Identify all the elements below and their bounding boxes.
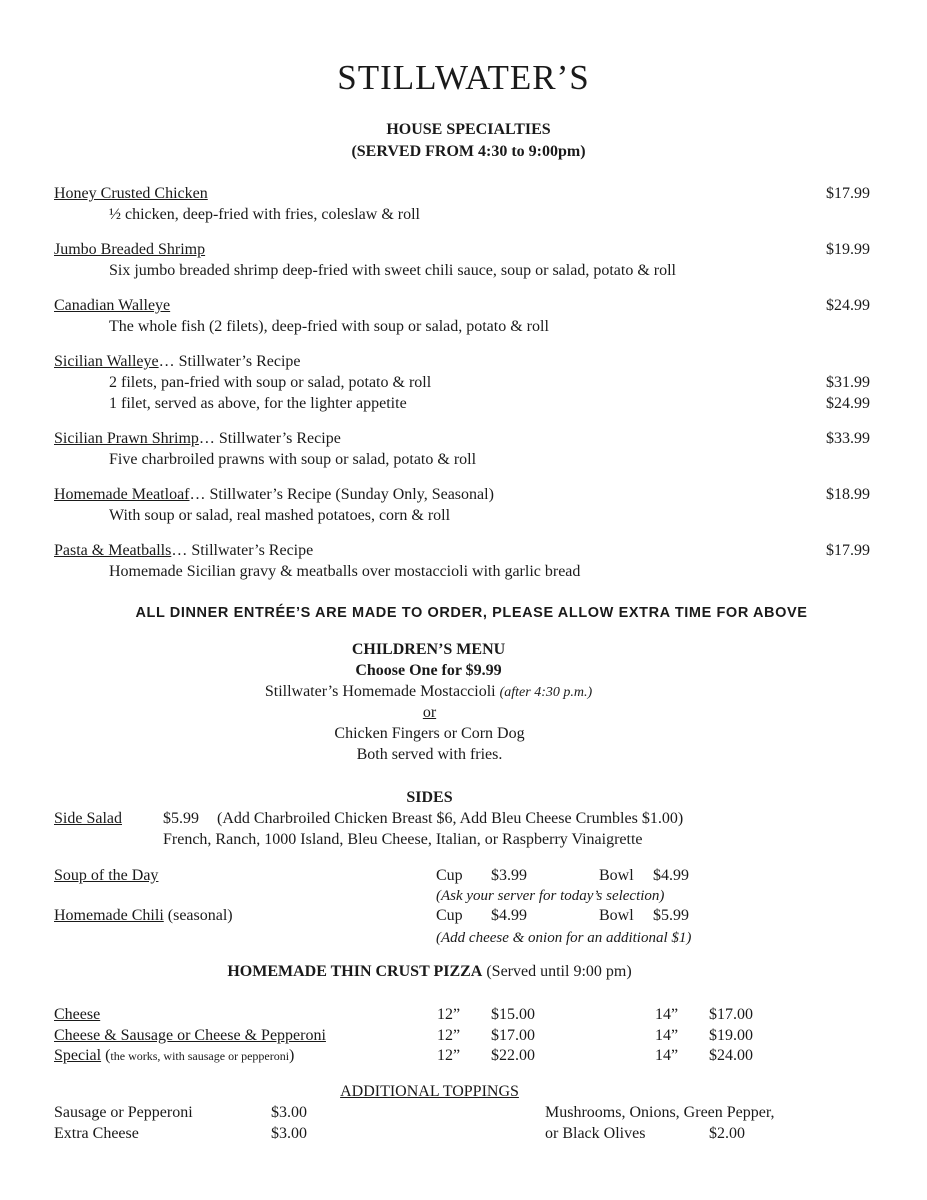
menu-item-name: Pasta & Meatballs… Stillwater’s Recipe xyxy=(54,542,314,559)
chili-bowl-label: Bowl xyxy=(599,907,634,924)
menu-item-price: $18.99 xyxy=(826,486,870,503)
menu-item-name: Canadian Walleye xyxy=(54,297,171,314)
toppings-heading: ADDITIONAL TOPPINGS xyxy=(340,1083,519,1100)
pizza-size: 12” xyxy=(437,1027,461,1044)
side-salad-dressings: French, Ranch, 1000 Island, Bleu Cheese, Italian, or Raspberry Vinaigrette xyxy=(163,831,643,848)
topping-name: Extra Cheese xyxy=(54,1125,139,1142)
specialties-subheading: (SERVED FROM 4:30 to 9:00pm) xyxy=(351,143,586,160)
menu-item-description: 2 filets, pan-fried with soup or salad, potato & roll xyxy=(109,374,432,391)
menu-item-name: Homemade Meatloaf… Stillwater’s Recipe (Sunday Only, Seasonal) xyxy=(54,486,494,503)
menu-item-description: With soup or salad, real mashed potatoes, corn & roll xyxy=(109,507,451,524)
specialties-heading: HOUSE SPECIALTIES xyxy=(386,121,551,138)
children-heading: CHILDREN’S MENU xyxy=(351,641,506,658)
soup-bowl-label: Bowl xyxy=(599,867,634,884)
children-line: Both served with fries. xyxy=(356,746,503,763)
menu-item-name: Sicilian Prawn Shrimp… Stillwater’s Recipe xyxy=(54,430,341,447)
made-to-order-notice: ALL DINNER ENTRÉE’S ARE MADE TO ORDER, PLEASE ALLOW EXTRA TIME FOR ABOVE xyxy=(135,605,808,621)
menu-item-description: Six jumbo breaded shrimp deep-fried with sweet chili sauce, soup or salad, potato & roll xyxy=(109,262,676,279)
pizza-size: 14” xyxy=(655,1027,679,1044)
soup-bowl-price: $4.99 xyxy=(653,867,689,884)
menu-item-price: $19.99 xyxy=(826,241,870,258)
chili-cup-label: Cup xyxy=(436,907,463,924)
soup-cup-label: Cup xyxy=(436,867,463,884)
menu-item-price: $24.99 xyxy=(826,297,870,314)
pizza-price: $22.00 xyxy=(491,1047,535,1064)
pizza-name: Cheese & Sausage or Cheese & Pepperoni xyxy=(54,1027,326,1044)
chili-note: (Add cheese & onion for an additional $1) xyxy=(436,930,692,946)
menu-item-price: $33.99 xyxy=(826,430,870,447)
pizza-size: 12” xyxy=(437,1006,461,1023)
topping-price: $3.00 xyxy=(271,1125,307,1142)
pizza-price: $17.00 xyxy=(709,1006,753,1023)
chili-name: Homemade Chili (seasonal) xyxy=(54,907,233,924)
menu-item-price: $24.99 xyxy=(826,395,870,412)
menu-item-name: Jumbo Breaded Shrimp xyxy=(54,241,206,258)
pizza-price: $17.00 xyxy=(491,1027,535,1044)
menu-item-price: $17.99 xyxy=(826,185,870,202)
menu-item-description: 1 filet, served as above, for the lighter appetite xyxy=(109,395,407,412)
menu-item-name: Honey Crusted Chicken xyxy=(54,185,208,202)
pizza-name: Cheese xyxy=(54,1006,101,1023)
children-line: Stillwater’s Homemade Mostaccioli (after 4:30 p.m.) xyxy=(264,683,593,700)
menu-item-price: $31.99 xyxy=(826,374,870,391)
topping-name: or Black Olives xyxy=(545,1125,646,1142)
pizza-size: 12” xyxy=(437,1047,461,1064)
topping-name: Sausage or Pepperoni xyxy=(54,1104,193,1121)
page-title: STILLWATER’S xyxy=(337,58,590,97)
menu-item-description: ½ chicken, deep-fried with fries, coleslaw & roll xyxy=(109,206,420,223)
menu-item-name: Sicilian Walleye… Stillwater’s Recipe xyxy=(54,353,301,370)
children-subheading: Choose One for $9.99 xyxy=(355,662,502,679)
pizza-price: $19.00 xyxy=(709,1027,753,1044)
chili-cup-price: $4.99 xyxy=(491,907,527,924)
pizza-size: 14” xyxy=(655,1047,679,1064)
pizza-price: $24.00 xyxy=(709,1047,753,1064)
menu-item-price: $17.99 xyxy=(826,542,870,559)
pizza-price: $15.00 xyxy=(491,1006,535,1023)
topping-price: $2.00 xyxy=(709,1125,745,1142)
pizza-size: 14” xyxy=(655,1006,679,1023)
menu-item-description: The whole fish (2 filets), deep-fried with soup or salad, potato & roll xyxy=(109,318,549,335)
topping-name: Mushrooms, Onions, Green Pepper, xyxy=(545,1104,775,1121)
sides-heading: SIDES xyxy=(406,789,453,806)
menu-item-description: Homemade Sicilian gravy & meatballs over mostaccioli with garlic bread xyxy=(109,563,581,580)
soup-name: Soup of the Day xyxy=(54,867,159,884)
children-or: or xyxy=(422,704,437,721)
chili-bowl-price: $5.99 xyxy=(653,907,689,924)
menu-item-description: Five charbroiled prawns with soup or salad, potato & roll xyxy=(109,451,477,468)
side-salad-price: $5.99 xyxy=(163,810,199,827)
soup-cup-price: $3.99 xyxy=(491,867,527,884)
soup-note: (Ask your server for today’s selection) xyxy=(436,888,665,904)
side-salad-name: Side Salad xyxy=(54,810,122,827)
topping-price: $3.00 xyxy=(271,1104,307,1121)
pizza-name: Special (the works, with sausage or pepperoni) xyxy=(54,1047,295,1064)
pizza-heading: HOMEMADE THIN CRUST PIZZA (Served until 9:00 pm) xyxy=(227,963,632,980)
children-line: Chicken Fingers or Corn Dog xyxy=(334,725,525,742)
side-salad-note: (Add Charbroiled Chicken Breast $6, Add Bleu Cheese Crumbles $1.00) xyxy=(217,810,684,827)
